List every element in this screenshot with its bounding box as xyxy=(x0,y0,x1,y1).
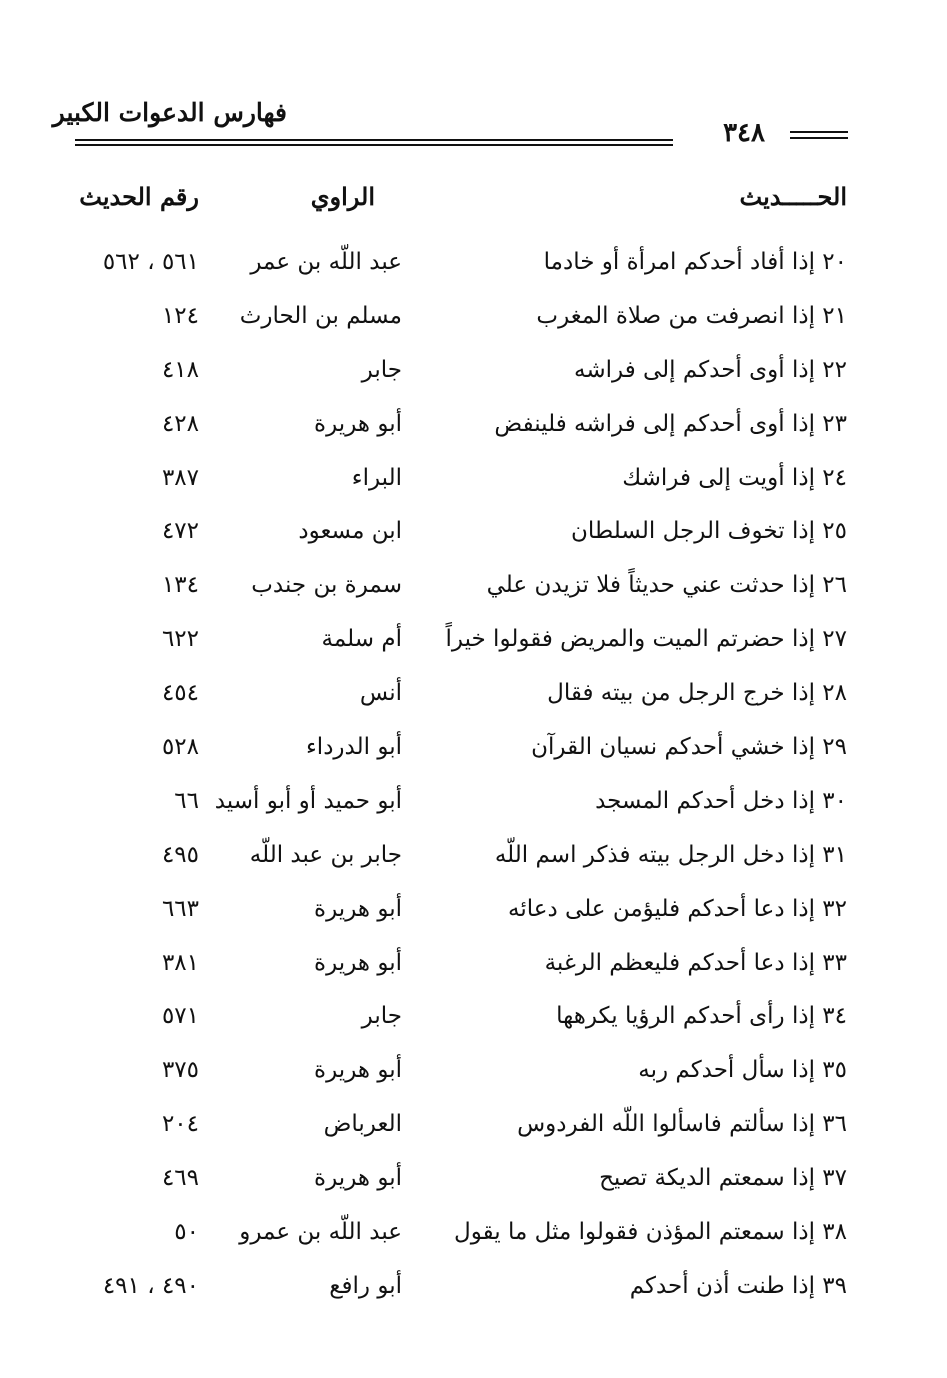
hadith-number: ١٢٤ xyxy=(161,302,199,329)
hadith-number: ٢٠٤ xyxy=(161,1111,199,1138)
narrator-name: أبو هريرة xyxy=(314,410,402,437)
hadith-text: ٢١ إذا انصرفت من صلاة المغرب xyxy=(536,302,847,329)
table-row xyxy=(0,1156,947,1210)
table-row xyxy=(0,456,947,510)
table-row xyxy=(0,509,947,563)
table-row xyxy=(0,563,947,617)
page-number-rule-top xyxy=(790,131,848,133)
hadith-number: ٤٥٤ xyxy=(161,680,199,707)
narrator-name: عبد اللّه بن عمر xyxy=(250,249,402,275)
hadith-number: ٣٨١ xyxy=(161,949,199,976)
hadith-number: ٣٨٧ xyxy=(161,464,199,491)
column-header-narrator: الراوي xyxy=(310,182,375,211)
hadith-number: ٥٠ xyxy=(174,1219,199,1246)
hadith-number: ٦٦٣ xyxy=(161,895,199,922)
hadith-number: ٥٧١ xyxy=(161,1003,199,1030)
hadith-text: ٢٩ إذا خشي أحدكم نسيان القرآن xyxy=(531,734,847,761)
hadith-number: ١٣٤ xyxy=(161,572,199,599)
hadith-number: ٣٧٥ xyxy=(161,1057,199,1084)
column-header-number: رقم الحديث xyxy=(79,182,199,211)
narrator-name: البراء xyxy=(351,464,402,491)
hadith-number: ٥٦١ ، ٥٦٢ xyxy=(102,249,199,275)
table-row xyxy=(0,1264,947,1318)
table-row xyxy=(0,402,947,456)
hadith-text: ٣٧ إذا سمعتم الديكة تصيح xyxy=(599,1165,847,1192)
narrator-name: أنس xyxy=(359,680,402,707)
hadith-text: ٣٥ إذا سأل أحدكم ربه xyxy=(638,1057,847,1084)
hadith-number: ٤٧٢ xyxy=(161,518,199,545)
hadith-number: ٦٢٢ xyxy=(161,626,199,653)
narrator-name: أم سلمة xyxy=(321,626,402,653)
table-row xyxy=(0,1210,947,1264)
hadith-text: ٣٦ إذا سألتم فاسألوا اللّه الفردوس xyxy=(517,1111,847,1138)
hadith-number: ٤٩٠ ، ٤٩١ xyxy=(102,1272,199,1299)
table-row xyxy=(0,1048,947,1102)
narrator-name: أبو هريرة xyxy=(314,1165,402,1192)
hadith-text: ٣٢ إذا دعا أحدكم فليؤمن على دعائه xyxy=(508,895,847,922)
page-number-rule-bottom xyxy=(790,137,848,139)
table-row xyxy=(0,887,947,941)
narrator-name: أبو هريرة xyxy=(314,895,402,922)
hadith-text: ٢٠ إذا أفاد أحدكم امرأة أو خادما xyxy=(543,249,847,275)
hadith-text: ٣٤ إذا رأى أحدكم الرؤيا يكرهها xyxy=(556,1003,847,1030)
hadith-text: ٣٨ إذا سمعتم المؤذن فقولوا مثل ما يقول xyxy=(454,1219,847,1246)
narrator-name: سمرة بن جندب xyxy=(251,572,402,599)
table-row xyxy=(0,833,947,887)
page-number: ٣٤٨ xyxy=(723,118,765,148)
narrator-name: جابر xyxy=(361,1003,402,1030)
table-row xyxy=(0,348,947,402)
index-table xyxy=(0,240,947,1318)
header-rule-top xyxy=(75,139,673,141)
narrator-name: أبو الدرداء xyxy=(305,734,402,761)
table-row xyxy=(0,994,947,1048)
narrator-name: ابن مسعود xyxy=(298,518,402,545)
narrator-name: جابر بن عبد اللّه xyxy=(249,841,402,868)
hadith-text: ٢٤ إذا أويت إلى فراشك xyxy=(622,464,847,491)
hadith-text: ٣٩ إذا طنت أذن أحدكم xyxy=(629,1272,847,1299)
hadith-text: ٢٢ إذا أوى أحدكم إلى فراشه xyxy=(574,356,847,383)
hadith-text: ٢٧ إذا حضرتم الميت والمريض فقولوا خيراً xyxy=(445,626,847,653)
hadith-text: ٣١ إذا دخل الرجل بيته فذكر اسم اللّه xyxy=(494,841,847,868)
table-row xyxy=(0,671,947,725)
hadith-text: ٣٣ إذا دعا أحدكم فليعظم الرغبة xyxy=(544,949,847,976)
table-row xyxy=(0,294,947,348)
narrator-name: أبو رافع xyxy=(329,1272,402,1299)
hadith-text: ٢٦ إذا حدثت عني حديثاً فلا تزيدن علي xyxy=(486,572,847,599)
narrator-name: جابر xyxy=(361,356,402,383)
table-row xyxy=(0,1102,947,1156)
hadith-text: ٢٣ إذا أوى أحدكم إلى فراشه فلينفض xyxy=(494,410,847,437)
hadith-number: ٤٩٥ xyxy=(161,841,199,868)
hadith-number: ٤٢٨ xyxy=(161,410,199,437)
narrator-name: عبد اللّه بن عمرو xyxy=(239,1219,402,1246)
hadith-number: ٥٢٨ xyxy=(161,734,199,761)
hadith-number: ٦٦ xyxy=(174,787,199,814)
hadith-number: ٤٦٩ xyxy=(161,1165,199,1192)
table-row xyxy=(0,725,947,779)
hadith-text: ٢٨ إذا خرج الرجل من بيته فقال xyxy=(547,680,847,707)
running-title: فهارس الدعوات الكبير xyxy=(52,98,287,127)
narrator-name: أبو هريرة xyxy=(314,1057,402,1084)
hadith-number: ٤١٨ xyxy=(161,356,199,383)
hadith-text: ٣٠ إذا دخل أحدكم المسجد xyxy=(595,787,847,814)
table-row xyxy=(0,617,947,671)
table-row xyxy=(0,240,947,294)
hadith-text: ٢٥ إذا تخوف الرجل السلطان xyxy=(571,518,847,545)
header-rule-bottom xyxy=(75,144,673,146)
table-row xyxy=(0,779,947,833)
column-header-hadith: الحـــــديث xyxy=(739,182,847,211)
narrator-name: العرباض xyxy=(323,1111,402,1138)
narrator-name: أبو هريرة xyxy=(314,949,402,976)
narrator-name: مسلم بن الحارث xyxy=(239,302,402,329)
table-row xyxy=(0,941,947,995)
narrator-name: أبو حميد أو أبو أسيد xyxy=(214,787,402,814)
